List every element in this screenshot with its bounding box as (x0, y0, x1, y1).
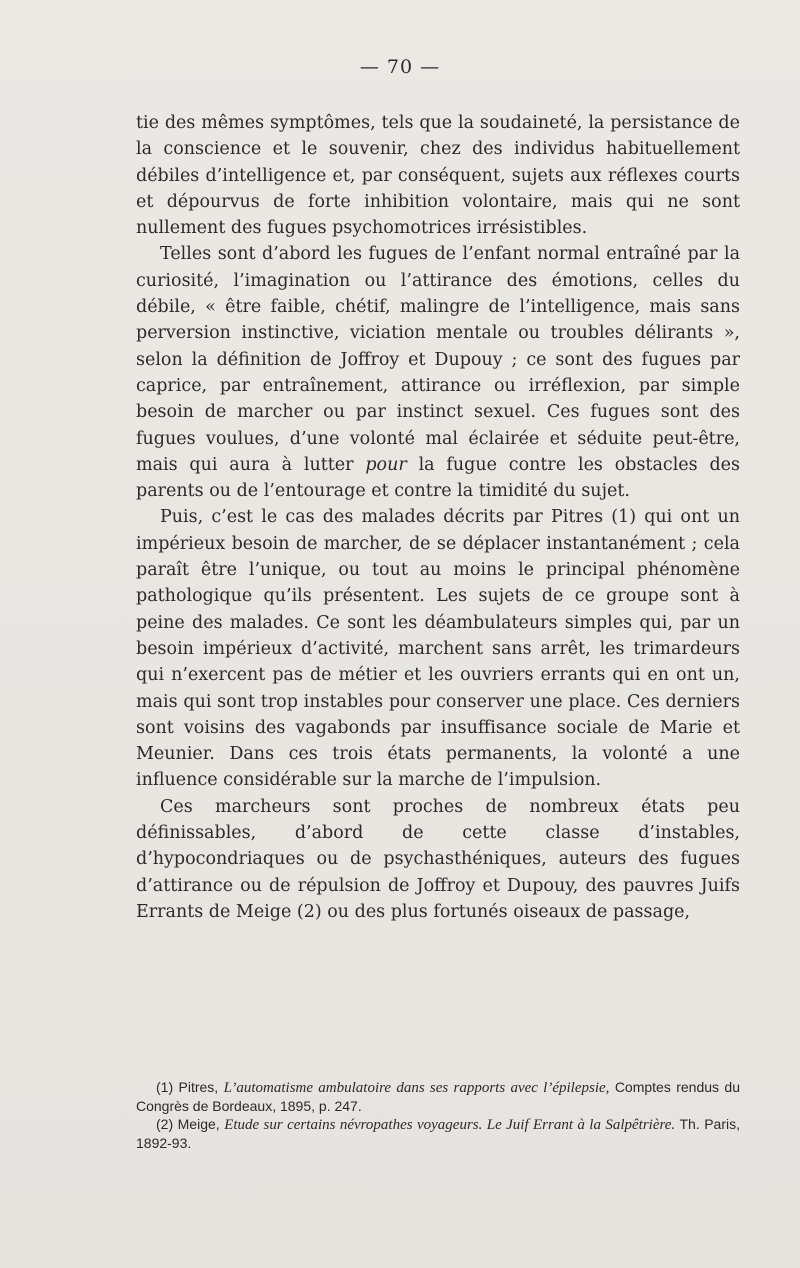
footnote-1 (136, 1078, 740, 1115)
footnote-1-marker: (1) Pitres, (156, 1079, 219, 1095)
footnote-2-title: Etude sur certains névropathes voyageurs. Le Juif Errant à la Salpêtrière. (224, 1117, 676, 1133)
footnote-1-title: L’automatisme ambulatoire dans ses rapports avec l’épilepsie, (223, 1080, 610, 1096)
emphasis-pour: pour (365, 454, 407, 475)
footnote-2-marker: (2) Meige, (156, 1116, 220, 1132)
paragraph-fugues-enfant-end: la fugue contre les obstacles des parents ou de l’entourage et contre la timidité du sujet. (136, 454, 740, 502)
footnote-1-rest: Comptes rendus du Congrès de Bordeaux, 1895, p. 247. (136, 1079, 741, 1114)
footnotes (136, 1078, 740, 1152)
paragraph-continuation: tie des mêmes symptômes, tels que la soudaineté, la persistance de la conscience et le souvenir, chez des individus habituellement débiles d’intelligence et, par conséquent, sujets aux réflexes courts et dépourvus de forte inhibition volontaire, mais qui ne sont nullement des fugues psychomotrices irrésistibles. (136, 113, 740, 239)
page-number: — 70 — (359, 56, 441, 78)
footnote-2 (136, 1115, 740, 1152)
paragraph-fugues-enfant (136, 241, 740, 504)
main-text (136, 110, 740, 925)
paragraph-fugues-enfant-text: Telles sont d’abord les fugues de l’enfant normal entraîné par la curiosité, l’imagination ou l’attirance des émotions, celles du débile, « être faible, chétif, malingre de l’intelligence, mais sans perversion instinctive, viciation mentale ou troubles délirants », selon la définition de Joffroy et Dupouy ; ce sont des fugues par caprice, par entraînement, attirance ou irréflexion, par simple besoin de marcher ou par instinct sexuel. Ces fugues sont des fugues voulues, d’une volonté mal éclairée et séduite peut-être, mais qui aura à lutter (136, 244, 740, 475)
footnote-2-rest: Th. Paris, 1892-93. (136, 1116, 741, 1151)
paragraph-pitres: Puis, c’est le cas des malades décrits par Pitres (1) qui ont un impérieux besoin de marcher, de se déplacer instantanément ; cela paraît être l’unique, ou tout au moins le principal phénomène pathologique qu’ils présentent. Les sujets de ce groupe sont à peine des malades. Ce sont les déambulateurs simples qui, par un besoin impérieux d’activité, marchent sans arrêt, les trimardeurs qui n’exercent pas de métier et les ouvriers errants qui en ont un, mais qui sont trop instables pour conserver une place. Ces derniers sont voisins des vagabonds par insuffisance sociale de Marie et Meunier. Dans ces trois états permanents, la volonté a une influence considérable sur la marche de l’impulsion. (136, 507, 740, 791)
paragraph-marcheurs: Ces marcheurs sont proches de nombreux états peu définissables, d’abord de cette classe d’instables, d’hypocondriaques ou de psychasthéniques, auteurs des fugues d’attirance ou de répulsion de Joffroy et Dupouy, des pauvres Juifs Errants de Meige (2) ou des plus fortunés oiseaux de passage, (136, 796, 740, 922)
